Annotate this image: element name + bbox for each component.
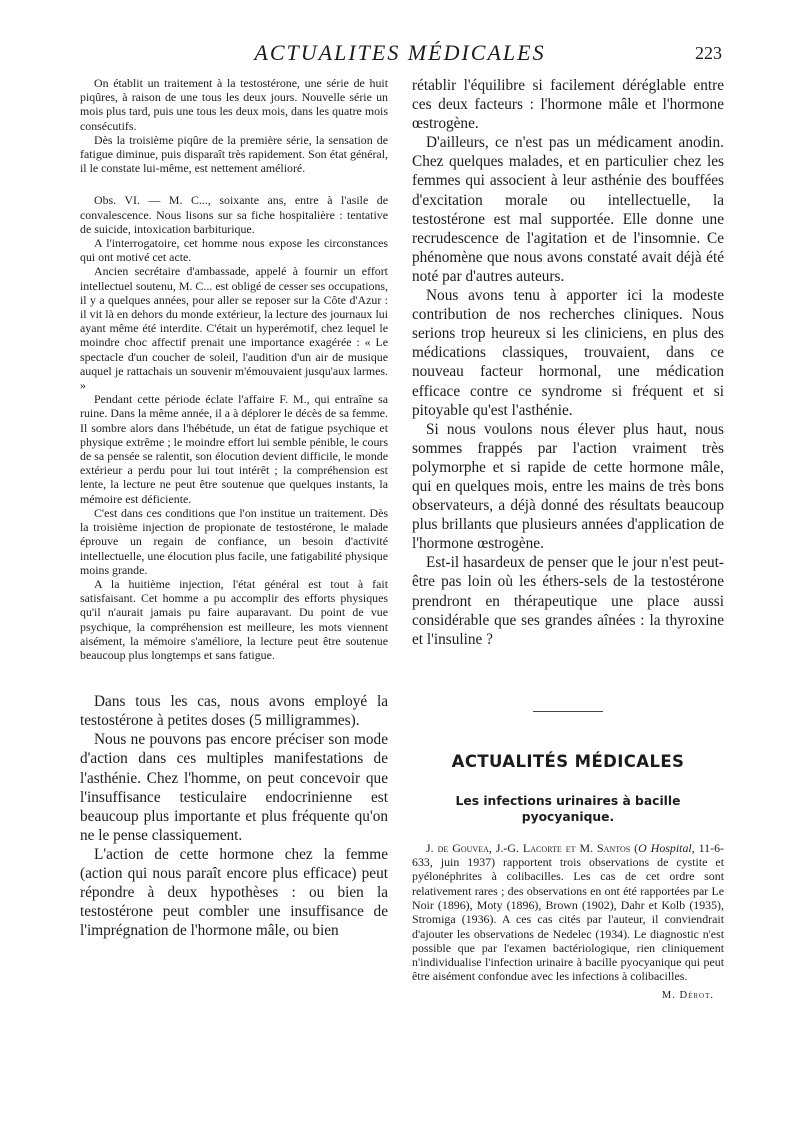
case-notes [80, 76, 388, 662]
paragraph: C'est dans ces conditions que l'on institue un traitement. Dès la troisième injection de propionate de testostérone, le malade éprouve un regain de confiance, un besoin d'activité intellectuelle, une élocution plus facile, une fatigabilité physique moins grande. [80, 505, 388, 577]
article-title: Les infections urinaires à bacille pyocyanique. [455, 793, 681, 824]
paragraph: Dès la troisième piqûre de la première série, la sensation de fatigue diminue, puis disparaît très rapidement. Son état général, il le constate lui-même, est nettement amélioré. [80, 132, 388, 176]
paragraph: Est-il hasardeux de penser que le jour n'est peut-être pas loin où les éthers-sels de la testostérone prendront en thérapeutique une place aussi considérable que ses grandes aînées : la thyroxine et l'insuline ? [412, 554, 724, 648]
abstract-body: , 11-6-633, juin 1937) rapportent trois observations de cystite et pyélonéphrites à colibacilles. Les cas de cet ordre sont relativement rares ; des observations en ont été rapportées par Le Noir (1896), Moty (1896), Brown (1902), Dahr et Kolb (1935), Stromiga (1936). A ces cas cités par l'auteur, il conviendrait d'ajouter les observations de Nedelec (1934). Le diagnostic n'est possible que par l'examen bactériologique, rien cliniquement n'individualise l'infection urinaire à bacille pyocyanique qui peut être aisément confondue avec les infections à colibacilles. [412, 840, 724, 984]
left-column [80, 76, 388, 940]
paragraph: Nous ne pouvons pas encore préciser son mode d'action dans ces multiples manifestations de l'asthénie. Chez l'homme, on peut concevoir que l'insuffisance testiculaire endocrinienne est beaucoup plus importante et plus fréquente qu'on ne le pense classiquement. [80, 731, 388, 844]
article-abstract [412, 841, 724, 984]
paragraph: D'ailleurs, ce n'est pas un médicament anodin. Chez quelques malades, et en particulier chez les femmes qui associent à leur asthénie des bouffées d'excitation morale ou intellectuelle, la testostérone est mal supportée. Elle donne une recrudescence de l'agitation et de l'insomnie. Ce phénomène que nous avons constaté avait déjà été noté par d'autres auteurs. [412, 134, 724, 285]
discussion-text-continued [412, 76, 724, 649]
page-header [0, 40, 800, 70]
paragraph: Ancien secrétaire d'ambassade, appelé à fournir un effort intellectuel soutenu, M. C... est obligé de cesser ses occupations, il y a quelques années, pour aller se reposer sur la Côte d'Azur : il vit là en dehors du monde extérieur, la lecture des journaux lui ayant même été interdite. C'était un hyperémotif, chez lequel le moindre choc affectif prenait une importance exagérée : « Le spectacle d'un coucher de soleil, l'audition d'un air de musique auquel je rattachais un souvenir m'émouvaient jusqu'aux larmes. » [80, 264, 388, 393]
right-column [412, 76, 724, 1001]
observation-paragraph: Obs. VI. — M. C..., soixante ans, entre à l'asile de convalescence. Nous lisons sur sa fiche hospitalière : tentative de suicide, intoxication barbiturique. [80, 193, 388, 236]
journal-name: O Hospital [638, 840, 692, 855]
section-divider [533, 711, 603, 712]
paragraph: Nous avons tenu à apporter ici la modeste contribution de nos recherches cliniques. Nous serions trop heureux si les cliniciens, en plus des médications classiques, trouvaient, dans ce nouveau facteur hormonal, une médication efficace contre ce syndrome si fréquent et si pitoyable qu'est l'asthénie. [412, 287, 724, 419]
paragraph: A la huitième injection, l'état général est tout à fait satisfaisant. Cet homme a pu accomplir des efforts physiques qu'il n'aurait jamais pu faire auparavant. Du point de vue psychique, la compréhension est meilleure, les mots viennent aisément, la mémoire s'améliore, la lecture peut être soutenue beaucoup plus longtemps et sans fatigue. [80, 576, 388, 662]
paragraph: Dans tous les cas, nous avons employé la testostérone à petites doses (5 milligrammes). [80, 693, 388, 730]
running-title: ACTUALITES MÉDICALES [254, 40, 546, 65]
article-signature: M. Dérot. [661, 989, 714, 1001]
paragraph: Pendant cette période éclate l'affaire F. M., qui entraîne sa ruine. Dans la même année, il a à déplorer le décès de sa femme. Il sombre alors dans l'hébétude, un état de fatigue psychique et physique extrême ; le moindre effort lui semble pénible, le cours de sa pensée se ralentit, son élocution devient difficile, le monde extérieur a perdu pour lui tout intérêt ; la compréhension est lente, la lecture ne peut être soutenue que quelques instants, la mémoire est déficiente. [80, 392, 388, 506]
paragraph: On établit un traitement à la testostérone, une série de huit piqûres, à raison de une tous les deux jours. Nouvelle série un mois plus tard, puis une tous les deux mois, dans les quatre mois consécutifs. [80, 76, 388, 133]
abstract-paragraph: J. de Gouvea, J.-G. Lacorte et M. Santos (O Hospital, 11-6-633, juin 1937) rapportent trois observations de cystite et pyélonéphrites à colibacilles. Les cas de cet ordre sont relativement rares ; des observations en ont été rapportées par Le Noir (1896), Moty (1896), Brown (1902), Dahr et Kolb (1935), Stromiga (1936). A ces cas cités par l'auteur, il conviendrait d'ajouter les observations de Nedelec (1934). Le diagnostic n'est possible que par l'examen bactériologique, rien cliniquement n'individualise l'infection urinaire à bacille pyocyanique qui peut être aisément confondue avec les infections à colibacilles. [412, 840, 724, 984]
discussion-text [80, 692, 388, 940]
paragraph: A l'interrogatoire, cet homme nous expose les circonstances qui ont motivé cet acte. [80, 236, 388, 265]
abstract-authors: J. de Gouvea, J.-G. Lacorte et M. Santos [426, 840, 631, 855]
paragraph: Si nous voulons nous élever plus haut, nous sommes frappés par l'action vraiment très polymorphe et si rapide de cette hormone mâle, qui en quelques mois, entre les mains de très bons observateurs, a déjà donné des résultats beaucoup plus brillants que plusieurs années d'application de l'hormone œstrogène. [412, 420, 724, 553]
section-heading: ACTUALITÉS MÉDICALES [451, 751, 685, 771]
paragraph: L'action de cette hormone chez la femme (action qui nous paraît encore plus efficace) peut répondre à deux hypothèses : ou bien la testostérone peut combler une insuffisance de l'imprégnation de l'hormone mâle, ou bien [80, 845, 388, 940]
page-number: 223 [695, 43, 722, 63]
paragraph: rétablir l'équilibre si facilement déréglable entre ces deux facteurs : l'hormone mâle et l'hormone œstrogène. [412, 77, 724, 133]
